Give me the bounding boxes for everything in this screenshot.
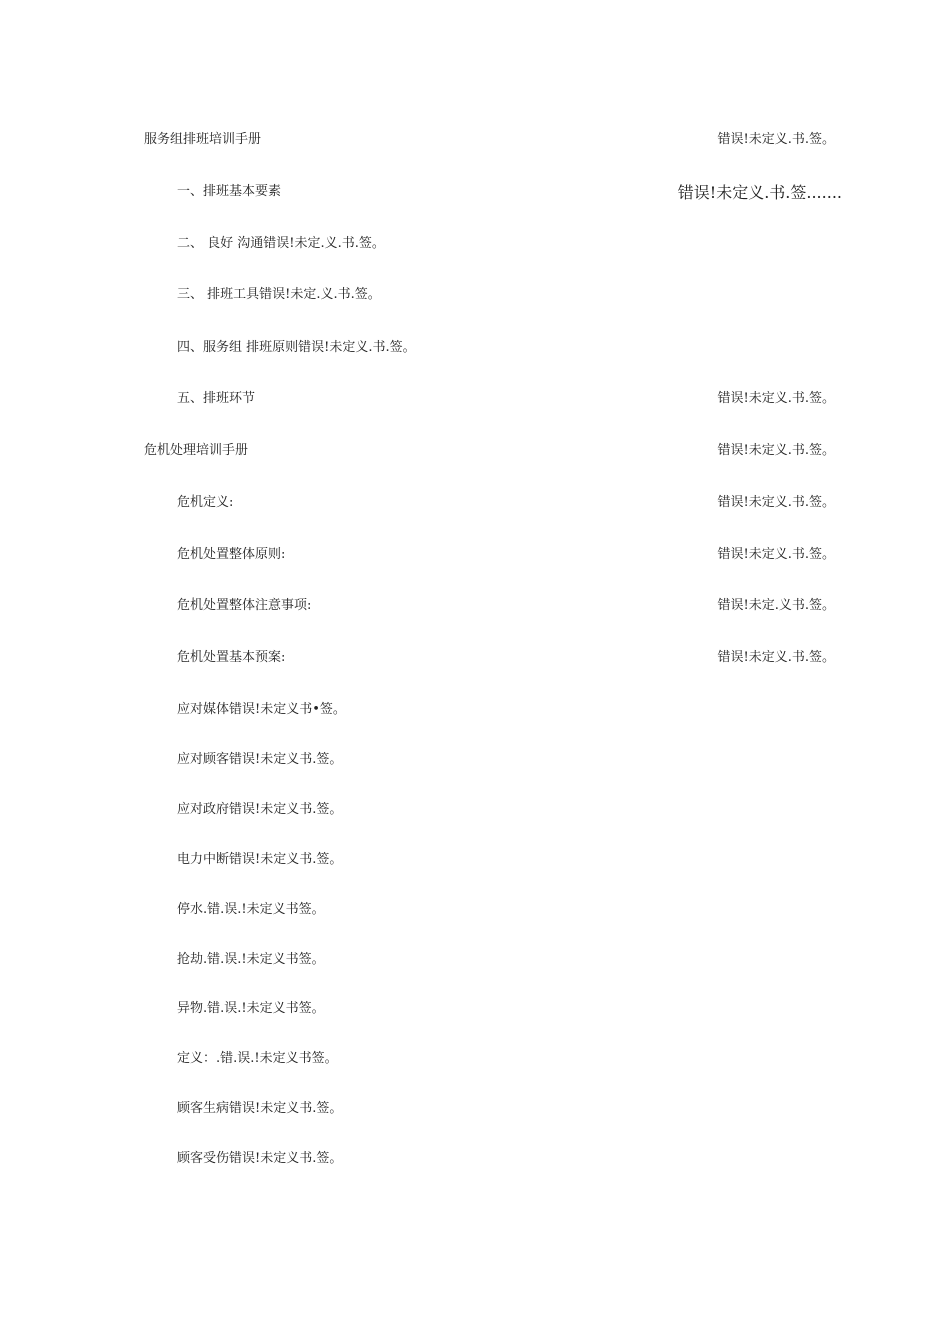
toc-entry-title: 一、排班基本要素: [177, 184, 282, 199]
toc-entry-title: 危机处置整体注意事项:: [177, 598, 312, 613]
toc-entry-title: 五、排班环节: [177, 391, 256, 406]
toc-entry-title: 服务组排班培训手册: [144, 132, 262, 147]
toc-entry-page-ref: 错误!未定.义书.签。: [717, 598, 835, 613]
toc-entry-title: 二、 良好 沟通错误!未定.义.书.签。: [177, 236, 385, 251]
toc-entry-page-ref: 错误!未定义.书.签。: [717, 391, 835, 406]
toc-entry-page-ref: 错误!未定义.书.签.......: [677, 183, 842, 202]
toc-entry-title: 抢劫.错.误.!未定义书签。: [177, 952, 325, 967]
toc-entry-title: 应对政府错误!未定义书.签。: [177, 802, 343, 817]
toc-entry-title: 四、服务组 排班原则错误!未定义.书.签。: [177, 340, 416, 355]
toc-entry-title: 应对媒体错误!未定义书•签。: [177, 702, 346, 717]
toc-entry-page-ref: 错误!未定义.书.签。: [717, 495, 835, 510]
toc-entry-page-ref: 错误!未定义.书.签。: [717, 650, 835, 665]
toc-entry-title: 危机定义:: [177, 495, 234, 510]
toc-entry-title: 定义：.错.误.!未定义书签。: [177, 1051, 338, 1066]
toc-entry-title: 停水.错.误.!未定义书签。: [177, 902, 325, 917]
toc-entry-title: 顾客生病错误!未定义书.签。: [177, 1101, 343, 1116]
toc-entry-title: 电力中断错误!未定义书.签。: [177, 852, 343, 867]
toc-entry-page-ref: 错误!未定义.书.签。: [717, 132, 835, 147]
toc-entry-page-ref: 错误!未定义.书.签。: [717, 547, 835, 562]
toc-entry-title: 危机处置整体原则:: [177, 547, 286, 562]
toc-entry-title: 顾客受伤错误!未定义书.签。: [177, 1151, 343, 1166]
toc-entry-title: 异物.错.误.!未定义书签。: [177, 1001, 325, 1016]
toc-entry-title: 危机处理培训手册: [144, 443, 249, 458]
toc-entry-title: 三、 排班工具错误!未定.义.书.签。: [177, 287, 381, 302]
toc-entry-title: 危机处置基本预案:: [177, 650, 286, 665]
toc-entry-title: 应对顾客错误!未定义书.签。: [177, 752, 343, 767]
toc-entry-page-ref: 错误!未定义.书.签。: [717, 443, 835, 458]
